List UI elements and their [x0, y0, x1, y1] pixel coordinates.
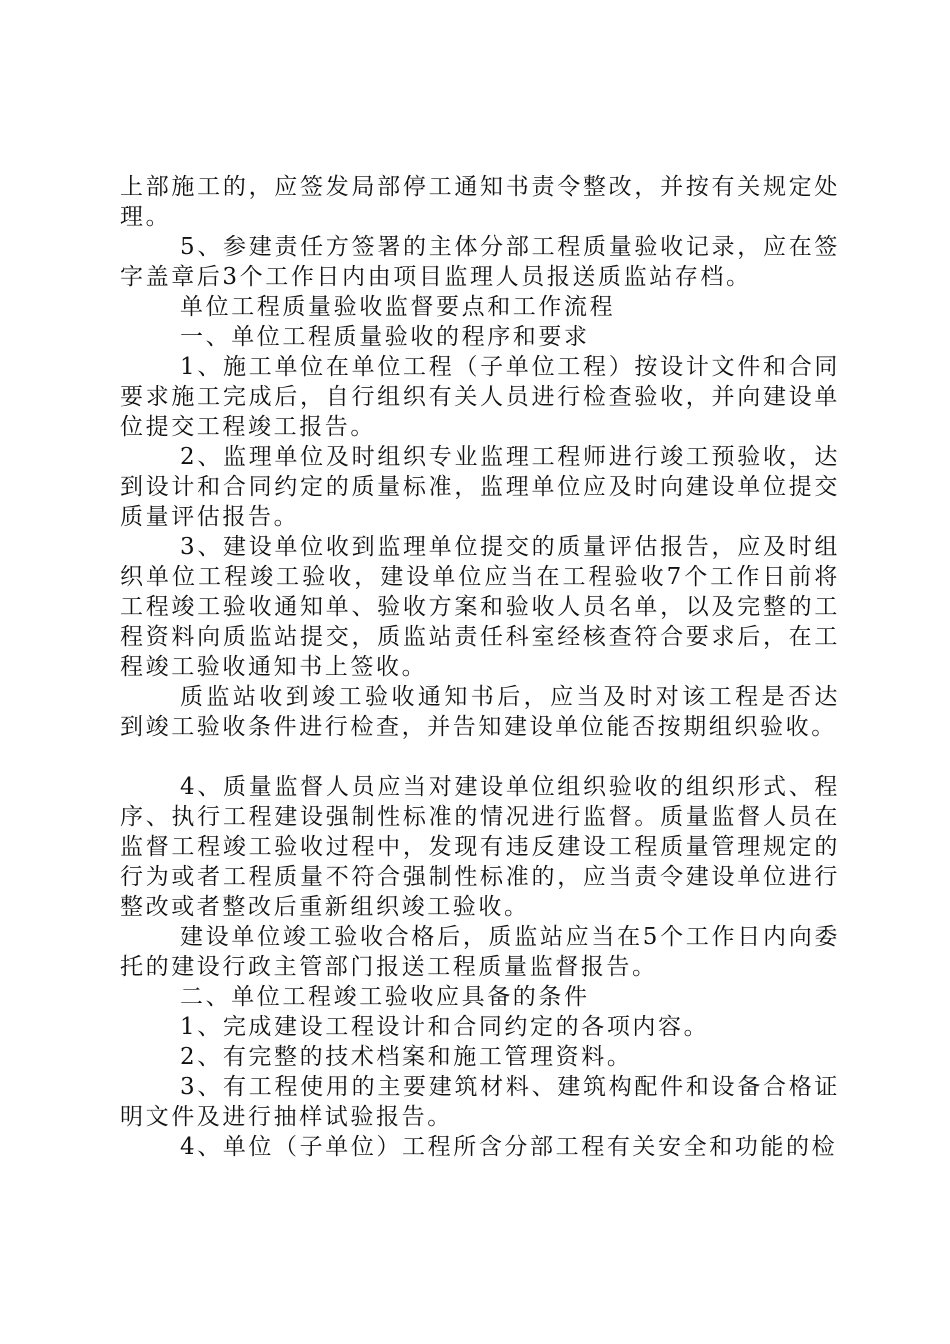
document-body [120, 172, 840, 1162]
paragraph-item-2: 2、监理单位及时组织专业监理工程师进行竣工预验收，达到设计和合同约定的质量标准，监理单位应及时向建设单位提交质量评估报告。 [120, 444, 840, 530]
paragraph-item-5: 5、参建责任方签署的主体分部工程质量验收记录，应在签字盖章后3个工作日内由项目监理人员报送质监站存档。 [120, 234, 840, 290]
paragraph-item-1: 1、施工单位在单位工程（子单位工程）按设计文件和合同要求施工完成后，自行组织有关人员进行检查验收，并向建设单位提交工程竣工报告。 [120, 354, 840, 440]
paragraph-continuation: 上部施工的，应签发局部停工通知书责令整改，并按有关规定处理。 [120, 174, 840, 230]
paragraph-report: 建设单位竣工验收合格后，质监站应当在5个工作日内向委托的建设行政主管部门报送工程质量监督报告。 [120, 924, 840, 980]
condition-item-2: 2、有完整的技术档案和施工管理资料。 [180, 1044, 633, 1070]
heading-two: 二、单位工程竣工验收应具备的条件 [180, 984, 590, 1010]
paragraph-supervision-check: 质监站收到竣工验收通知书后，应当及时对该工程是否达到竣工验收条件进行检查，并告知建设单位能否按期组织验收。 [120, 684, 840, 740]
paragraph-spacer [120, 742, 840, 772]
condition-item-3: 3、有工程使用的主要建筑材料、建筑构配件和设备合格证明文件及进行抽样试验报告。 [120, 1074, 840, 1130]
heading-one: 一、单位工程质量验收的程序和要求 [180, 324, 590, 350]
section-title: 单位工程质量验收监督要点和工作流程 [180, 294, 616, 320]
condition-item-4: 4、单位（子单位）工程所含分部工程有关安全和功能的检 [180, 1134, 838, 1160]
paragraph-item-3: 3、建设单位收到监理单位提交的质量评估报告，应及时组织单位工程竣工验收，建设单位应当在工程验收7个工作日前将工程竣工验收通知单、验收方案和验收人员名单，以及完整的工程资料向质监站提交，质监站责任科室经核查符合要求后，在工程竣工验收通知书上签收。 [120, 534, 840, 680]
condition-item-1: 1、完成建设工程设计和合同约定的各项内容。 [180, 1014, 710, 1040]
paragraph-item-4: 4、质量监督人员应当对建设单位组织验收的组织形式、程序、执行工程建设强制性标准的情况进行监督。质量监督人员在监督工程竣工验收过程中，发现有违反建设工程质量管理规定的行为或者工程质量不符合强制性标准的，应当责令建设单位进行整改或者整改后重新组织竣工验收。 [120, 774, 840, 920]
